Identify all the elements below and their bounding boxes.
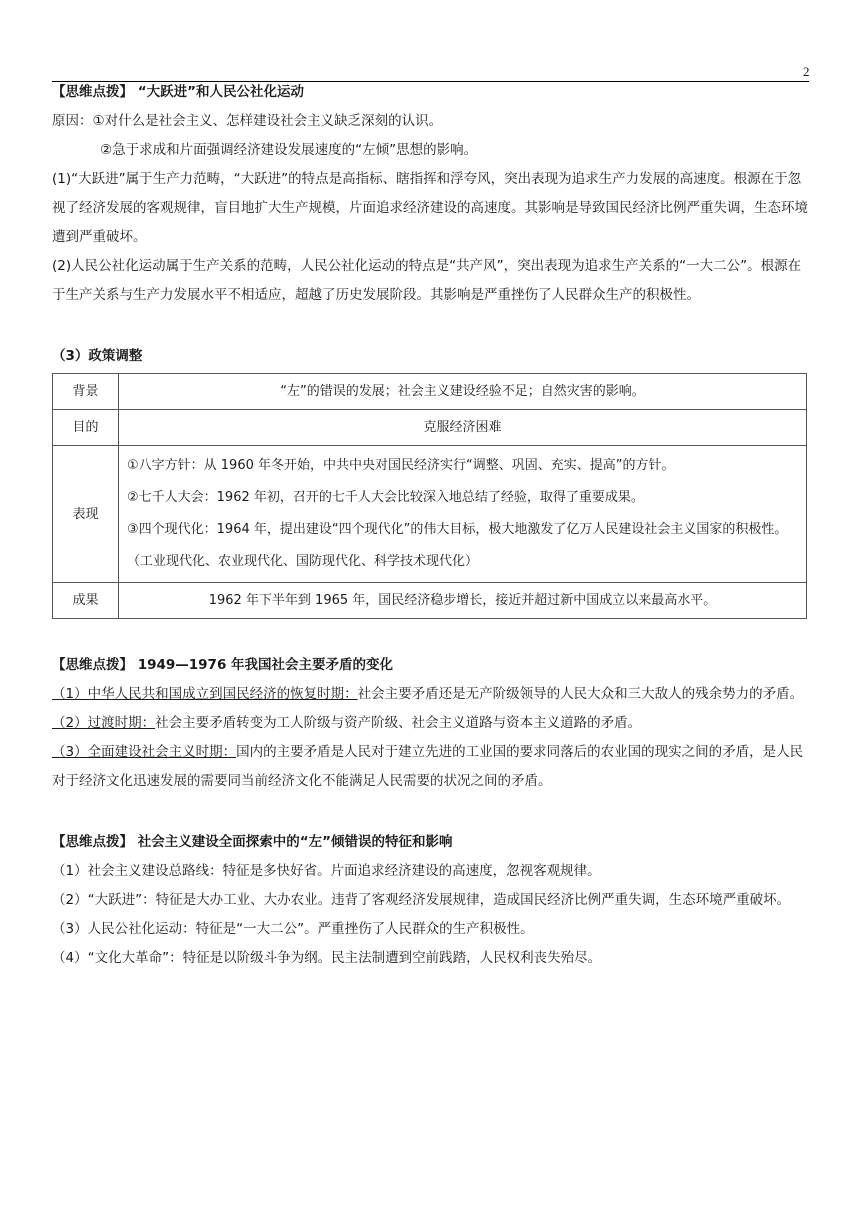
left-error-item: （1）社会主义建设总路线：特征是多快好省。片面追求经济建设的高速度，忽视客观规律。 (52, 863, 601, 879)
great-leap-paragraph: (1)“大跃进”属于生产力范畴，“大跃进”的特点是高指标、瞎指挥和浮夸风，突出表现为追求生产力发展的高速度。根源在于忽视了经济发展的客观规律，盲目地扩大生产规模，片面追求经济建设的高速度。其影响是导致国民经济比例严重失调，生态环境遭到严重破坏。 (52, 171, 808, 245)
contradiction-item (52, 680, 810, 709)
background-label: 背景 (53, 374, 119, 410)
commune-paragraph: (2)人民公社化运动属于生产关系的范畴，人民公社化运动的特点是“共产风”，突出表现为追求生产关系的“一大二公”。根源在于生产关系与生产力发展水平不相适应，超越了历史发展阶段。其影响是严重挫伤了人民群众生产的积极性。 (52, 258, 802, 303)
cause-line-1: 原因：①对什么是社会主义、怎样建设社会主义缺乏深刻的认识。 (52, 113, 443, 129)
contradiction-item (52, 738, 810, 796)
page-number: 2 (803, 64, 810, 79)
section2-heading: （3）政策调整 (52, 348, 143, 364)
contradiction-text: 国内的主要矛盾是人民对于建立先进的工业国的要求同落后的农业国的现实之间的矛盾，是人民对于经济文化迅速发展的需要同当前经济文化不能满足人民需要的状况之间的矛盾。 (52, 744, 804, 789)
left-error-item: （2）“大跃进”：特征是大办工业、大办农业。违背了客观经济发展规律，造成国民经济比例严重失调，生态环境严重破坏。 (52, 892, 791, 908)
table-row (53, 410, 807, 446)
table-row (53, 374, 807, 410)
table-row (53, 446, 807, 583)
purpose-label: 目的 (53, 410, 119, 446)
document-body (52, 78, 810, 973)
cause-line-2: ②急于求成和片面强调经济建设发展速度的“左倾”思想的影响。 (100, 142, 478, 158)
contradiction-label: （2）过渡时期： (52, 715, 156, 731)
result-label: 成果 (53, 583, 119, 619)
section3-heading: 【思维点拨】 1949—1976 年我国社会主要矛盾的变化 (52, 657, 394, 673)
left-error-item: （3）人民公社化运动：特征是“一大二公”。严重挫伤了人民群众的生产积极性。 (52, 921, 534, 937)
performance-item: ②七千人大会：1962 年初，召开的七千人大会比较深入地总结了经验，取得了重要成果。 (127, 490, 644, 505)
background-text: “左”的错误的发展；社会主义建设经验不足；自然灾害的影响。 (119, 374, 807, 410)
contradiction-text: 社会主要矛盾还是无产阶级领导的人民大众和三大敌人的残余势力的矛盾。 (357, 686, 804, 702)
performance-cell (119, 446, 807, 583)
performance-item: ①八字方针：从 1960 年冬开始，中共中央对国民经济实行“调整、巩固、充实、提高”的方针。 (127, 458, 675, 473)
performance-item: ③四个现代化：1964 年，提出建设“四个现代化”的伟大目标，极大地激发了亿万人民建设社会主义国家的积极性。（工业现代化、农业现代化、国防现代化、科学技术现代化） (127, 522, 788, 569)
contradiction-label: （3）全面建设社会主义时期： (52, 744, 237, 760)
section1-heading: 【思维点拨】 “大跃进”和人民公社化运动 (52, 84, 304, 100)
contradiction-item (52, 709, 810, 738)
result-text: 1962 年下半年到 1965 年，国民经济稳步增长，接近并超过新中国成立以来最高水平。 (119, 583, 807, 619)
purpose-text: 克服经济困难 (119, 410, 807, 446)
table-row (53, 583, 807, 619)
left-error-item: （4）“文化大革命”：特征是以阶级斗争为纲。民主法制遭到空前践踏，人民权利丧失殆尽。 (52, 950, 602, 966)
policy-table (52, 373, 807, 619)
contradiction-label: （1）中华人民共和国成立到国民经济的恢复时期： (52, 686, 358, 702)
performance-label: 表现 (53, 446, 119, 583)
section4-heading: 【思维点拨】 社会主义建设全面探索中的“左”倾错误的特征和影响 (52, 834, 453, 850)
contradiction-text: 社会主要矛盾转变为工人阶级与资产阶级、社会主义道路与资本主义道路的矛盾。 (155, 715, 642, 731)
